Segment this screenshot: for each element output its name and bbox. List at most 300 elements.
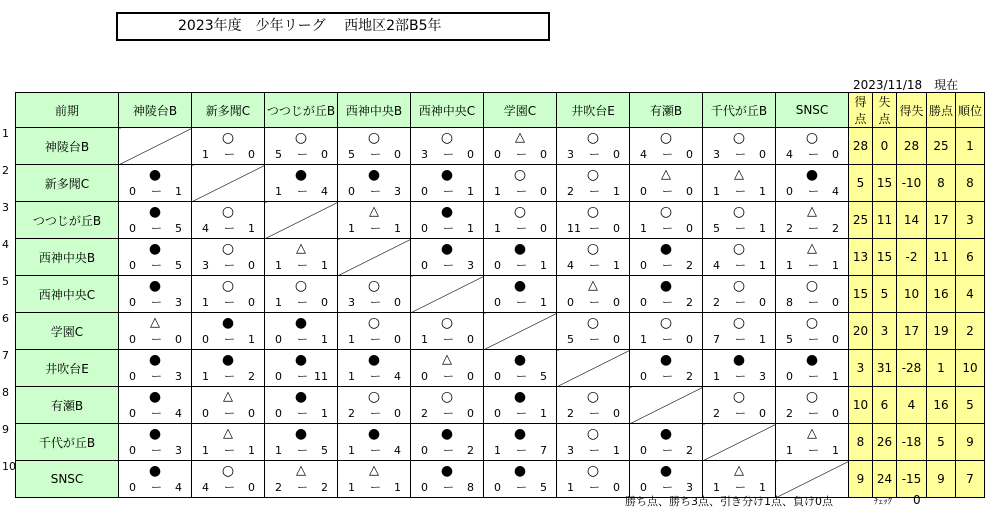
match-result-cell [484, 424, 557, 461]
score-separator: ー [443, 222, 454, 235]
match-result-cell [557, 276, 630, 313]
goals-against: 5 [540, 481, 547, 494]
draw-mark: △ [734, 463, 744, 478]
goals-for: 0 [129, 481, 136, 494]
goals-for: 0 [202, 333, 209, 346]
goals-for: 1 [348, 333, 355, 346]
goal-difference: 17 [897, 313, 927, 350]
goals-against: 1 [759, 259, 766, 272]
score-separator: ー [808, 296, 819, 309]
loss-mark: ● [513, 278, 527, 294]
match-result-cell [557, 239, 630, 276]
loss-mark: ● [440, 463, 454, 479]
loss-mark: ● [440, 241, 454, 257]
goals-for: 3 [202, 259, 209, 272]
row-number: 9 [2, 423, 9, 436]
match-result-cell [557, 461, 630, 498]
draw-mark: △ [515, 130, 525, 145]
goals-for: 4 [713, 259, 720, 272]
rank: 6 [956, 239, 985, 276]
goals-for: 4 [202, 222, 209, 235]
league-points: 16 [927, 276, 956, 313]
loss-mark: ● [659, 463, 673, 479]
match-result-cell [192, 387, 265, 424]
goals-for: 5 [567, 333, 574, 346]
goals-for: 1 [567, 481, 574, 494]
win-mark: ○ [805, 130, 819, 146]
score-separator: ー [516, 481, 527, 494]
score-separator: ー [662, 444, 673, 457]
match-result-cell [411, 128, 484, 165]
score-separator: ー [370, 481, 381, 494]
score-separator: ー [662, 222, 673, 235]
score-separator: ー [516, 259, 527, 272]
goals-for: 0 [421, 444, 428, 457]
loss-mark: ● [805, 352, 819, 368]
goals-against: 2 [686, 296, 693, 309]
league-points: 16 [927, 387, 956, 424]
goals-for: 1 [202, 444, 209, 457]
score-separator: ー [370, 407, 381, 420]
match-result-cell [557, 424, 630, 461]
score-separator: ー [151, 481, 162, 494]
score-separator: ー [589, 333, 600, 346]
loss-mark: ● [148, 167, 162, 183]
score-separator: ー [516, 185, 527, 198]
loss-mark: ● [148, 352, 162, 368]
match-result-cell [119, 276, 192, 313]
goals-against: 4 [832, 185, 839, 198]
goals-against: 0 [467, 407, 474, 420]
league-points: 17 [927, 202, 956, 239]
goals-against: 4 [394, 444, 401, 457]
score-separator: ー [370, 148, 381, 161]
goals-conceded: 24 [873, 461, 897, 498]
match-result-cell [265, 128, 338, 165]
goals-for: 0 [640, 370, 647, 383]
score-separator: ー [297, 370, 308, 383]
match-result-cell [411, 202, 484, 239]
goals-against: 11 [314, 370, 328, 383]
score-separator: ー [516, 296, 527, 309]
goals-against: 0 [613, 407, 620, 420]
draw-mark: △ [807, 241, 817, 256]
score-separator: ー [808, 370, 819, 383]
goals-for: 0 [786, 185, 793, 198]
win-mark: ○ [221, 130, 235, 146]
match-result-cell [192, 350, 265, 387]
goals-for: 1 [348, 222, 355, 235]
goals-for: 0 [421, 370, 428, 383]
win-mark: ○ [732, 389, 746, 405]
goals-against: 0 [248, 481, 255, 494]
goals-for: 1 [640, 222, 647, 235]
score-separator: ー [151, 296, 162, 309]
goals-for: 1 [421, 333, 428, 346]
goal-difference: -15 [897, 461, 927, 498]
goals-for: 0 [129, 407, 136, 420]
goals-for: 2 [713, 407, 720, 420]
score-separator: ー [735, 481, 746, 494]
loss-mark: ● [148, 204, 162, 220]
row-number: 2 [2, 164, 9, 177]
goals-for: 0 [129, 370, 136, 383]
score-separator: ー [735, 370, 746, 383]
goals-for: 1 [786, 444, 793, 457]
score-separator: ー [662, 259, 673, 272]
row-number: 6 [2, 312, 9, 325]
match-result-cell [411, 239, 484, 276]
match-result-cell [338, 424, 411, 461]
team-row [16, 424, 985, 461]
score-separator: ー [516, 148, 527, 161]
score-separator: ー [224, 296, 235, 309]
goals-against: 0 [686, 185, 693, 198]
goals-against: 8 [467, 481, 474, 494]
match-result-cell [411, 350, 484, 387]
win-mark: ○ [659, 315, 673, 331]
match-result-cell [338, 165, 411, 202]
loss-mark: ● [513, 241, 527, 257]
win-mark: ○ [221, 241, 235, 257]
loss-mark: ● [367, 167, 381, 183]
score-separator: ー [808, 259, 819, 272]
score-separator: ー [589, 222, 600, 235]
score-separator: ー [224, 407, 235, 420]
rank: 9 [956, 424, 985, 461]
match-result-cell [776, 276, 849, 313]
goals-for: 0 [494, 259, 501, 272]
team-name: つつじが丘B [16, 202, 119, 239]
score-separator: ー [224, 370, 235, 383]
goals-against: 0 [613, 222, 620, 235]
goals-scored: 9 [849, 461, 873, 498]
match-result-cell [119, 202, 192, 239]
match-result-cell [338, 128, 411, 165]
score-separator: ー [224, 333, 235, 346]
league-table [15, 92, 985, 498]
goals-against: 0 [248, 259, 255, 272]
goals-for: 1 [786, 259, 793, 272]
goals-for: 1 [275, 259, 282, 272]
goals-against: 1 [394, 481, 401, 494]
goals-against: 0 [467, 370, 474, 383]
goals-against: 0 [248, 148, 255, 161]
match-result-cell [630, 239, 703, 276]
loss-mark: ● [513, 426, 527, 442]
match-result-cell [338, 387, 411, 424]
loss-mark: ● [732, 352, 746, 368]
score-separator: ー [370, 185, 381, 198]
rank: 3 [956, 202, 985, 239]
draw-mark: △ [734, 167, 744, 182]
goal-difference: -10 [897, 165, 927, 202]
goals-for: 2 [567, 407, 574, 420]
goals-for: 0 [640, 259, 647, 272]
match-result-cell [119, 239, 192, 276]
goals-for: 1 [494, 444, 501, 457]
goals-for: 0 [129, 333, 136, 346]
win-mark: ○ [732, 241, 746, 257]
match-result-cell [484, 461, 557, 498]
match-result-cell [192, 202, 265, 239]
draw-mark: △ [588, 278, 598, 293]
goals-for: 5 [275, 148, 282, 161]
match-result-cell [119, 424, 192, 461]
row-number: 5 [2, 275, 9, 288]
goals-for: 0 [494, 148, 501, 161]
score-separator: ー [224, 259, 235, 272]
score-separator: ー [662, 481, 673, 494]
goals-against: 3 [175, 296, 182, 309]
goals-against: 1 [540, 259, 547, 272]
win-mark: ○ [367, 130, 381, 146]
goals-against: 0 [686, 148, 693, 161]
stat-header: 失点 [873, 93, 897, 128]
goals-for: 2 [786, 407, 793, 420]
goals-against: 2 [686, 259, 693, 272]
match-result-cell [119, 461, 192, 498]
self-match-cell [411, 276, 484, 313]
loss-mark: ● [294, 426, 308, 442]
team-name: 新多聞C [16, 165, 119, 202]
check-value: 0 [913, 493, 921, 507]
draw-mark: △ [807, 204, 817, 219]
score-separator: ー [735, 185, 746, 198]
match-result-cell [484, 387, 557, 424]
score-separator: ー [808, 222, 819, 235]
goals-against: 3 [394, 185, 401, 198]
match-result-cell [411, 461, 484, 498]
match-result-cell [776, 387, 849, 424]
loss-mark: ● [513, 463, 527, 479]
row-number: 7 [2, 349, 9, 362]
self-match-cell [703, 424, 776, 461]
match-result-cell [265, 350, 338, 387]
goals-against: 1 [832, 370, 839, 383]
win-mark: ○ [732, 315, 746, 331]
loss-mark: ● [659, 426, 673, 442]
goals-conceded: 31 [873, 350, 897, 387]
goals-against: 5 [321, 444, 328, 457]
goals-conceded: 6 [873, 387, 897, 424]
goals-against: 1 [832, 259, 839, 272]
self-match-cell [557, 350, 630, 387]
match-result-cell [119, 313, 192, 350]
goals-against: 0 [832, 148, 839, 161]
goals-for: 4 [786, 148, 793, 161]
match-result-cell [338, 313, 411, 350]
self-match-cell [265, 202, 338, 239]
goals-scored: 5 [849, 165, 873, 202]
team-name: 有瀬B [16, 387, 119, 424]
team-row [16, 387, 985, 424]
score-separator: ー [370, 444, 381, 457]
goals-for: 3 [421, 148, 428, 161]
draw-mark: △ [369, 463, 379, 478]
score-separator: ー [297, 444, 308, 457]
match-result-cell [703, 350, 776, 387]
score-separator: ー [224, 222, 235, 235]
score-separator: ー [370, 333, 381, 346]
score-separator: ー [443, 407, 454, 420]
match-result-cell [703, 313, 776, 350]
loss-mark: ● [294, 389, 308, 405]
loss-mark: ● [805, 167, 819, 183]
match-result-cell [338, 350, 411, 387]
score-separator: ー [735, 222, 746, 235]
league-points: 1 [927, 350, 956, 387]
loss-mark: ● [659, 241, 673, 257]
win-mark: ○ [513, 204, 527, 220]
goals-against: 3 [175, 444, 182, 457]
check-label: ﾁｪｯｸ [874, 497, 893, 507]
goals-against: 0 [394, 148, 401, 161]
win-mark: ○ [440, 130, 454, 146]
goals-scored: 15 [849, 276, 873, 313]
loss-mark: ● [659, 278, 673, 294]
goals-scored: 13 [849, 239, 873, 276]
score-separator: ー [589, 296, 600, 309]
goals-for: 1 [275, 296, 282, 309]
goals-for: 1 [348, 370, 355, 383]
match-result-cell [265, 387, 338, 424]
loss-mark: ● [367, 426, 381, 442]
loss-mark: ● [294, 315, 308, 331]
score-separator: ー [443, 185, 454, 198]
win-mark: ○ [732, 278, 746, 294]
goals-against: 7 [540, 444, 547, 457]
goals-against: 0 [686, 222, 693, 235]
goals-for: 1 [494, 185, 501, 198]
match-result-cell [776, 165, 849, 202]
goals-against: 0 [175, 333, 182, 346]
goals-for: 3 [348, 296, 355, 309]
match-result-cell [119, 350, 192, 387]
goals-for: 0 [129, 222, 136, 235]
row-number: 8 [2, 386, 9, 399]
self-match-cell [484, 313, 557, 350]
goals-against: 1 [759, 333, 766, 346]
draw-mark: △ [369, 204, 379, 219]
team-row [16, 313, 985, 350]
goals-conceded: 3 [873, 313, 897, 350]
team-row [16, 165, 985, 202]
loss-mark: ● [440, 204, 454, 220]
score-separator: ー [151, 185, 162, 198]
corner-header: 前期 [16, 93, 119, 128]
row-number: 10 [2, 460, 16, 473]
goal-difference: 28 [897, 128, 927, 165]
goals-against: 0 [613, 296, 620, 309]
goals-against: 1 [248, 333, 255, 346]
team-name: 千代が丘B [16, 424, 119, 461]
goals-against: 0 [248, 296, 255, 309]
score-separator: ー [735, 259, 746, 272]
stat-header: 得点 [849, 93, 873, 128]
goals-against: 0 [321, 148, 328, 161]
match-result-cell [776, 313, 849, 350]
goal-difference: -18 [897, 424, 927, 461]
match-result-cell [557, 387, 630, 424]
goals-for: 5 [348, 148, 355, 161]
goals-scored: 25 [849, 202, 873, 239]
goals-against: 2 [686, 370, 693, 383]
match-result-cell [703, 387, 776, 424]
loss-mark: ● [148, 389, 162, 405]
goals-for: 0 [348, 185, 355, 198]
self-match-cell [192, 165, 265, 202]
match-result-cell [630, 461, 703, 498]
opponent-header: SNSC [776, 93, 849, 128]
score-separator: ー [735, 148, 746, 161]
goals-against: 1 [613, 259, 620, 272]
team-name: 学園C [16, 313, 119, 350]
match-result-cell [338, 276, 411, 313]
score-separator: ー [224, 148, 235, 161]
loss-mark: ● [367, 352, 381, 368]
loss-mark: ● [513, 389, 527, 405]
score-separator: ー [589, 481, 600, 494]
win-mark: ○ [805, 315, 819, 331]
goals-against: 1 [321, 259, 328, 272]
goal-difference: 14 [897, 202, 927, 239]
score-separator: ー [735, 333, 746, 346]
win-mark: ○ [586, 241, 600, 257]
goals-scored: 28 [849, 128, 873, 165]
win-mark: ○ [440, 389, 454, 405]
goals-against: 0 [613, 333, 620, 346]
goals-against: 1 [467, 222, 474, 235]
goals-for: 3 [567, 148, 574, 161]
win-mark: ○ [805, 278, 819, 294]
draw-mark: △ [223, 389, 233, 404]
score-separator: ー [516, 444, 527, 457]
self-match-cell [776, 461, 849, 498]
goals-against: 3 [467, 259, 474, 272]
win-mark: ○ [586, 204, 600, 220]
goals-for: 7 [713, 333, 720, 346]
points-legend: 勝ち点、勝ち3点、引き分け1点、負け0点 [625, 495, 833, 508]
goals-for: 0 [640, 481, 647, 494]
score-separator: ー [662, 148, 673, 161]
goals-against: 0 [832, 296, 839, 309]
score-separator: ー [808, 148, 819, 161]
goals-for: 0 [640, 444, 647, 457]
row-number: 4 [2, 238, 9, 251]
match-result-cell [484, 202, 557, 239]
match-result-cell [484, 165, 557, 202]
match-result-cell [557, 313, 630, 350]
goals-for: 11 [567, 222, 581, 235]
loss-mark: ● [294, 352, 308, 368]
goals-for: 3 [567, 444, 574, 457]
goals-against: 0 [686, 333, 693, 346]
win-mark: ○ [513, 167, 527, 183]
score-separator: ー [151, 444, 162, 457]
win-mark: ○ [586, 315, 600, 331]
score-separator: ー [443, 370, 454, 383]
stat-header: 得失 [897, 93, 927, 128]
goals-for: 4 [202, 481, 209, 494]
as-of-date: 2023/11/18 現在 [853, 78, 959, 92]
rank: 1 [956, 128, 985, 165]
goals-for: 8 [786, 296, 793, 309]
goals-for: 0 [275, 407, 282, 420]
goals-against: 4 [321, 185, 328, 198]
goals-conceded: 11 [873, 202, 897, 239]
goals-against: 0 [248, 407, 255, 420]
